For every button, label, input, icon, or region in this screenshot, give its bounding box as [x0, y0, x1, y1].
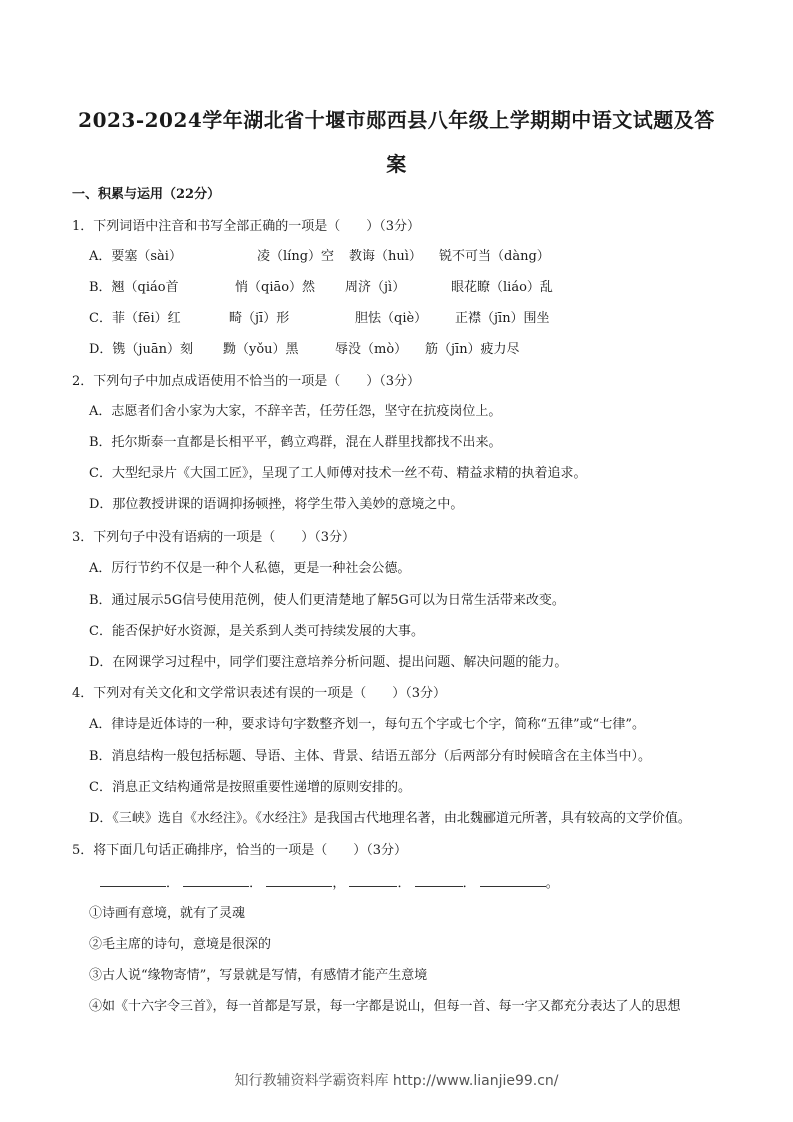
- question-3-stem: 3．下列句子中没有语病的一项是（ ）（3分）: [72, 530, 356, 545]
- q1-option-cell: 正襟（jīn）围坐: [455, 311, 550, 326]
- question-2-stem: 2．下列句子中加点成语使用不恰当的一项是（ ）（3分）: [72, 374, 421, 389]
- answer-blank[interactable]: [415, 874, 463, 887]
- q1-option-cell: 辱没（mò）: [335, 342, 408, 357]
- q1-option-cell: D．镌（juān）刻: [89, 342, 193, 357]
- q5-item: ②毛主席的诗句，意境是很深的: [89, 937, 272, 952]
- q5-item: ③古人说“缘物寄情”，写景就是写情，有感情才能产生意境: [89, 968, 428, 983]
- q3-option: B．通过展示5G信号使用范例，使人们更清楚地了解5G可以为日常生活带来改变。: [89, 593, 565, 608]
- question-5-stem: 5．将下面几句话正确排序，恰当的一项是（ ）（3分）: [72, 843, 408, 858]
- answer-blank[interactable]: [183, 874, 249, 887]
- separator: ．: [166, 876, 180, 891]
- q1-option-cell: C．菲（fēi）红: [89, 311, 181, 326]
- q3-option: A．厉行节约不仅是一种个人私德，更是一种社会公德。: [89, 561, 411, 576]
- question-4-stem: 4．下列对有关文化和文学常识表述有误的一项是（ ）（3分）: [72, 686, 447, 701]
- answer-blank[interactable]: [480, 874, 546, 887]
- q1-option-cell: 黝（yǒu）黑: [223, 342, 299, 357]
- q5-answer-blanks: [100, 874, 559, 893]
- answer-blank[interactable]: [266, 874, 332, 887]
- separator: ．: [462, 876, 476, 891]
- q2-option: D．那位教授讲课的语调抑扬顿挫，将学生带入美妙的意境之中。: [89, 497, 464, 512]
- q1-option-cell: 周济（jì）: [345, 280, 406, 295]
- separator: ．: [249, 876, 263, 891]
- q2-option: A．志愿者们舍小家为大家，不辞辛苦，任劳任怨，坚守在抗疫岗位上。: [89, 404, 502, 419]
- answer-blank[interactable]: [349, 874, 397, 887]
- q4-option: A．律诗是近体诗的一种，要求诗句字数整齐划一，每句五个字或七个字，简称“五律”或“七律”。: [89, 717, 645, 732]
- q1-option-cell: 悄（qiāo）然: [235, 280, 316, 295]
- question-1-stem: 1．下列词语中注音和书写全部正确的一项是（ ）（3分）: [72, 219, 421, 234]
- answer-blank[interactable]: [100, 874, 166, 887]
- section-heading: 一、积累与运用（22分）: [72, 187, 221, 202]
- separator: 。: [545, 876, 559, 891]
- q1-option-cell: A．要塞（sài）: [89, 249, 182, 264]
- q2-option: B．托尔斯泰一直都是长相平平，鹤立鸡群，混在人群里找都找不出来。: [89, 435, 502, 450]
- q1-option-cell: 筋（jīn）疲力尽: [425, 342, 520, 357]
- q4-option: B．消息结构一般包括标题、导语、主体、背景、结语五部分（后两部分有时候暗含在主体当中）。: [89, 749, 652, 764]
- separator: ，: [332, 876, 346, 891]
- page-title-line2: 案: [386, 152, 407, 176]
- q5-item: ④如《十六字令三首》，每一首都是写景，每一字都是说山，但每一首、每一字又都充分表达了人的思想: [89, 999, 681, 1014]
- separator: ．: [397, 876, 411, 891]
- q1-option-cell: 眼花瞭（liáo）乱: [451, 280, 553, 295]
- q2-option: C．大型纪录片《大国工匠》，呈现了工人师傅对技术一丝不苟、精益求精的执着追求。: [89, 466, 587, 481]
- q1-option-cell: 畸（jī）形: [229, 311, 290, 326]
- q1-option-cell: 锐不可当（dàng）: [439, 249, 550, 264]
- q1-option-cell: 教诲（huì）: [349, 249, 422, 264]
- q1-option-cell: 凌（líng）空: [257, 249, 335, 264]
- q5-item: ①诗画有意境，就有了灵魂: [89, 906, 246, 921]
- q3-option: C．能否保护好水资源，是关系到人类可持续发展的大事。: [89, 624, 424, 639]
- q1-option-cell: 胆怯（qiè）: [355, 311, 428, 326]
- q3-option: D．在网课学习过程中，同学们要注意培养分析问题、提出问题、解决问题的能力。: [89, 655, 568, 670]
- q1-option-cell: B．翘（qiáo首: [89, 280, 179, 295]
- page-title-line1: 2023-2024学年湖北省十堰市郧西县八年级上学期期中语文试题及答: [78, 108, 715, 132]
- q4-option: C．消息正文结构通常是按照重要性递增的原则安排的。: [89, 780, 411, 795]
- q4-option: D．《三峡》选自《水经注》。《水经注》是我国古代地理名著，由北魏郦道元所著，具有较高的文学价值。: [89, 811, 691, 826]
- footer-watermark: 知行教辅资料学霸资料库 http://www.lianjie99.cn/: [234, 1073, 559, 1089]
